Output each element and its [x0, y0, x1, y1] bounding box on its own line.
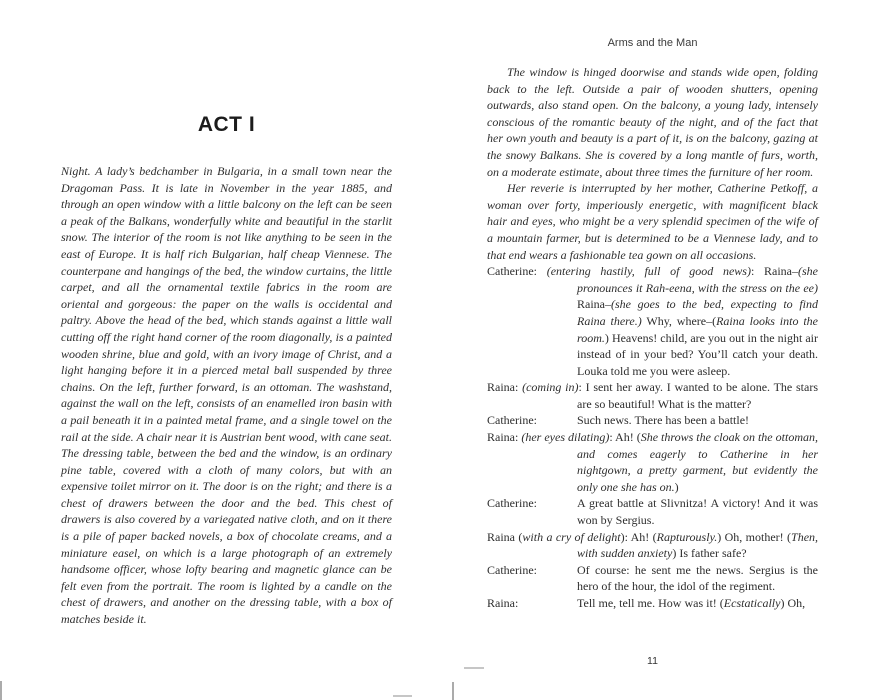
roman-text: ) Oh, — [780, 596, 806, 610]
dialogue-entry — [487, 263, 818, 379]
italic-text: (coming in) — [522, 380, 579, 395]
dialogue-entry — [487, 595, 818, 612]
italic-text: She throws the cloak on the ottoman, and comes eagerly to Catherine in her nightgown, a pretty garment, but evidently the only one she has on. — [577, 430, 818, 494]
italic-text: Rapturously. — [656, 529, 718, 544]
stage-directions-opening — [61, 163, 392, 628]
italic-text: Her reverie is interrupted by her mother, Catherine Petkoff, a woman over forty, imperiously energetic, with magnificent black hair and eyes, who might be a very splendid specimen of the wife of a mountain farmer, but is determined to be a Viennese lady, and to that end wears a fashionable tea gown on all occasions. — [487, 181, 818, 262]
speaker-label: Raina — [487, 529, 515, 544]
dialogue-entry — [487, 495, 818, 528]
right-page — [487, 37, 818, 612]
dialogue-entry — [487, 429, 818, 495]
roman-text: : I sent her away. I wanted to be alone. The stars are so beautiful! What is the matter? — [577, 380, 818, 411]
speaker-label: Catherine: — [487, 562, 537, 577]
speaker-label: Raina: — [487, 430, 519, 445]
page-edge-mark — [0, 681, 2, 700]
speaker-label: Catherine: — [487, 413, 537, 428]
italic-text: (she goes to the bed, expecting to find Raina there.) — [577, 297, 818, 328]
page-edge-mark — [464, 667, 484, 669]
italic-text: (her eyes dilating) — [521, 430, 610, 445]
roman-text: ) Is father safe? — [672, 546, 747, 561]
speaker-label: Raina: — [487, 596, 519, 610]
dialogue-entry — [487, 562, 818, 595]
page-edge-mark — [393, 695, 412, 697]
roman-text: A great battle at Slivnitza! A victory! And it was won by Sergius. — [577, 496, 818, 528]
roman-text: ) Oh, mother! ( — [717, 529, 792, 544]
italic-text: (she pronounces it Rah-eena, with the stress on the ee) — [577, 264, 818, 295]
roman-text: ) — [674, 479, 679, 494]
italic-text: Raina looks into the room. — [577, 313, 818, 345]
running-header: Arms and the Man — [607, 37, 698, 49]
speaker-label: Raina: — [487, 380, 519, 395]
italic-text: The window is hinged doorwise and stands wide open, folding back to the left. Outside a pair of wooden shutters, opening outwards, also stand open. On the balcony, a young lady, intensely conscious of the romantic beauty of the night, and of the fact that her own youth and beauty is a part of it, is on the balcony, gazing at the snowy Balkans. She is covered by a long mantle of furs, worth, on a moderate estimate, about three times the furniture of her room. — [487, 65, 818, 179]
page-number: 11 — [647, 655, 658, 667]
roman-text: Why, where–( — [641, 313, 717, 328]
roman-text: ( — [518, 529, 523, 544]
dialogue-entry — [487, 379, 818, 412]
roman-text: Raina– — [577, 297, 611, 312]
roman-text: ): Ah! ( — [620, 529, 657, 544]
stage-directions-reverie — [487, 180, 818, 263]
roman-text: : Ah! ( — [609, 430, 641, 445]
roman-text: Of course: he sent me the news. Sergius is the hero of the hour, the idol of the regiment. — [577, 562, 818, 594]
dialogue-list — [487, 263, 818, 611]
roman-text: Such news. There has been a battle! — [577, 413, 750, 428]
italic-text: with a cry of delight — [522, 529, 621, 544]
dialogue-entry — [487, 412, 818, 429]
page-edge-mark — [452, 682, 454, 700]
stage-directions-window — [487, 64, 818, 180]
italic-text: Ecstatically — [723, 596, 781, 610]
left-page — [61, 112, 392, 628]
italic-text: (entering hastily, full of good news) — [546, 264, 751, 279]
speaker-label: Catherine: — [487, 264, 537, 279]
dialogue-entry — [487, 529, 818, 562]
italic-text: Then, with sudden anxiety — [577, 529, 819, 561]
roman-text: : Raina– — [750, 264, 798, 279]
italic-text: Night. A lady’s bedchamber in Bulgaria, in a small town near the Dragoman Pass. It is late in November in the year 1885, and through an open window with a little balcony on the left can be seen a peak of the Balkans, wonderfully white and beautiful in the starlit snow. The interior of the room is not like anything to be seen in the east of Europe. It is half rich Bulgarian, half cheap Viennese. The counterpane and hangings of the bed, the window curtains, the little carpet, and all the ornamental textile fabrics in the room are oriental and gorgeous: the paper on the walls is occidental and paltry. Above the head of the bed, which stands against a little wall cutting off the right hand corner of the room diagonally, is a painted wooden shrine, blue and gold, with an ivory image of Christ, and a light hanging before it in a pierced metal ball suspended by three chains. On the left, further forward, is an ottoman. The washstand, against the wall on the left, consists of an enamelled iron basin with a pail beneath it in a painted metal frame, and a single towel on the rail at the side. A chair near it is Austrian bent wood, with cane seat. The dressing table, between the bed and the window, is an ordinary pine table, covered with a cloth of many colors, but with an expensive toilet mirror on it. The door is on the right; and there is a chest of drawers between the door and the bed. This chest of drawers is also covered by a variegated native cloth, and on it there is a pile of paper backed novels, a box of chocolate creams, and a miniature easel, on which is a large photograph of an extremely handsome officer, whose lofty bearing and magnetic glance can be felt even from the portrait. The room is lighted by a candle on the chest of drawers, and another on the dressing table, with a box of matches beside it. — [61, 164, 392, 627]
roman-text: ) Heavens! child, are you out in the night air instead of in your bed? You’ll catch your death. Louka told me you were asleep. — [577, 330, 818, 378]
roman-text: Tell me, tell me. How was it! ( — [577, 596, 724, 610]
act-heading: ACT I — [197, 113, 256, 136]
speaker-label: Catherine: — [487, 496, 537, 511]
